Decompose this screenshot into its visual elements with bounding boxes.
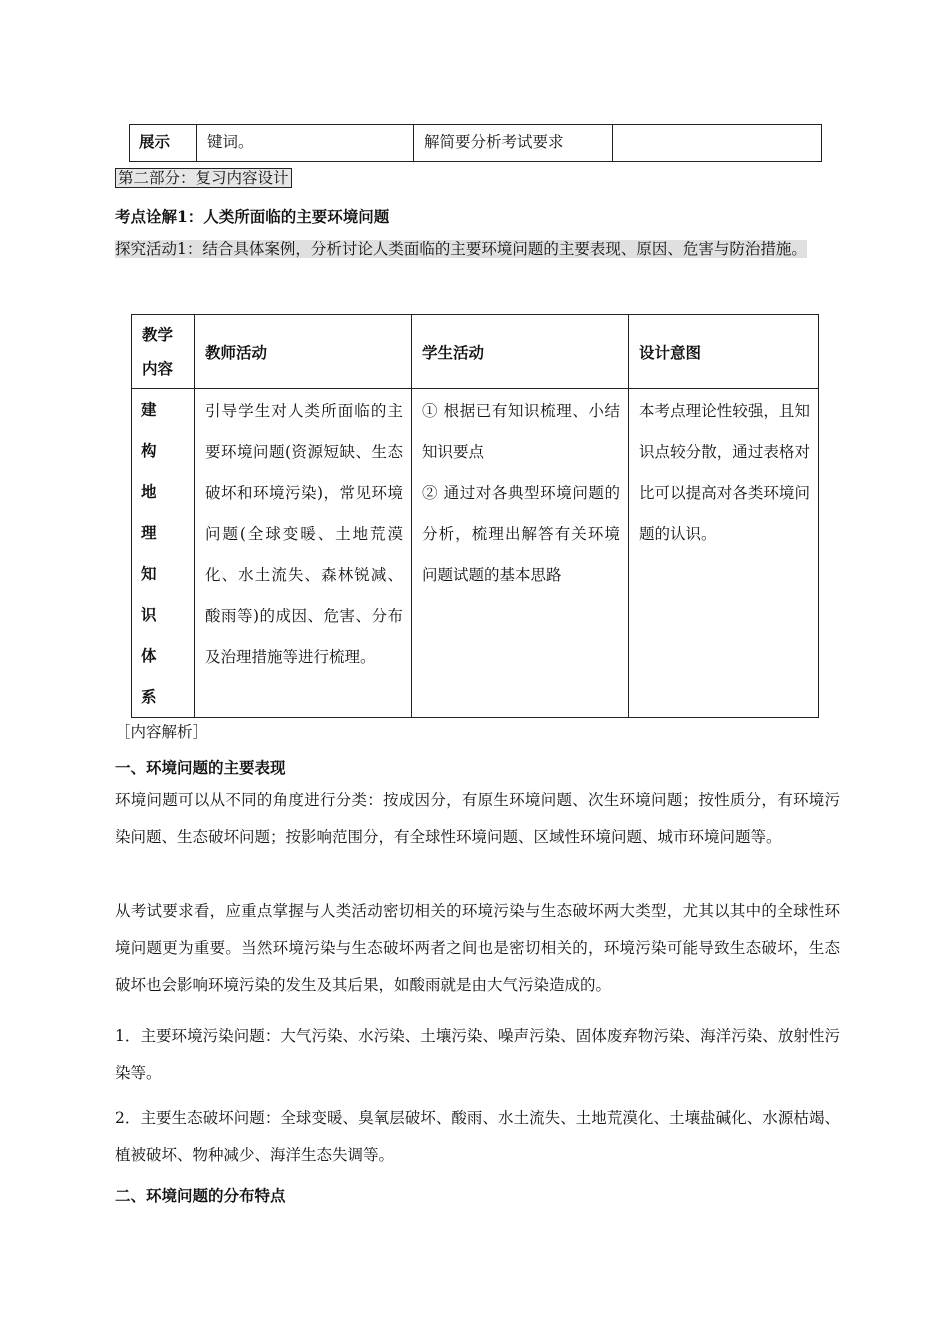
main-table [131,314,819,718]
teacher-activity-cell [195,389,412,718]
student-activity-cell [412,389,629,718]
top-table-cell-1-text: 展示 [139,132,171,151]
top-table-cell-4 [613,125,822,162]
design-intent: 本考点理论性较强，且知识点较分散，通过表格对比可以提高对各类环境问题的认识。 [639,402,810,543]
student-activity-2: ② 通过对各典型环境问题的分析，梳理出解答有关环境问题试题的基本思路 [422,484,620,584]
section2-title: 二、环境问题的分布特点 [115,1186,286,1205]
header-cell-student [412,315,629,389]
header-cell-teacher [195,315,412,389]
para1: 环境问题可以从不同的角度进行分类：按成因分，有原生环境问题、次生环境问题；按性质分，有环境污染问题、生态破坏问题；按影响范围分，有全球性环境问题、区域性环境问题、城市环境问题等。 [115,791,840,846]
para2: 从考试要求看，应重点掌握与人类活动密切相关的环境污染与生态破坏两大类型，尤其以其中的全球性环境问题更为重要。当然环境污染与生态破坏两者之间也是密切相关的，环境污染可能导致生态破坏，生态破坏也会影响环境污染的发生及其后果，如酸雨就是由大气污染造成的。 [115,902,840,994]
header-content: 教学内容 [142,324,174,378]
header-intent: 设计意图 [639,342,702,362]
header-cell-content [132,315,195,389]
top-table-cell-2 [197,125,414,162]
header-teacher: 教师活动 [205,342,268,362]
content-label: 建构地理知识体系 [141,400,183,706]
header-cell-intent [629,315,819,389]
top-table [129,124,822,162]
top-table-cell-2-text: 键词。 [207,133,254,151]
section1-title: 一、环境问题的主要表现 [115,758,286,777]
content-analysis-label: ［内容解析］ [115,723,209,741]
list-item-2: 2．主要生态破坏问题：全球变暖、臭氧层破坏、酸雨、水土流失、土地荒漠化、土壤盐碱化、水源枯竭、植被破坏、物种减少、海洋生态失调等。 [115,1109,840,1164]
design-intent-cell [629,389,819,718]
activity1-highlight: 探究活动1：结合具体案例，分析讨论人类面临的主要环境问题的主要表现、原因、危害与防治措施。 [115,240,807,258]
header-student: 学生活动 [422,342,485,362]
content-label-cell [132,389,195,718]
part2-label: 第二部分：复习内容设计 [115,168,292,188]
top-table-cell-1 [130,125,197,162]
teacher-activity: 引导学生对人类所面临的主要环境问题(资源短缺、生态破坏和环境污染)，常见环境问题(全球变暖、土地荒漠化、水土流失、森林锐减、酸雨等)的成因、危害、分布及治理措施等进行梳理。 [205,402,403,666]
activity1-text [115,231,840,268]
point1-title: 考点诠解1：人类所面临的主要环境问题 [115,207,390,226]
top-table-cell-3-text: 解简要分析考试要求 [424,133,564,151]
top-table-cell-3 [414,125,613,162]
list-item-1: 1．主要环境污染问题：大气污染、水污染、土壤污染、噪声污染、固体废弃物污染、海洋污染、放射性污染等。 [115,1027,840,1082]
student-activity-1: ① 根据已有知识梳理、小结知识要点 [422,402,620,461]
